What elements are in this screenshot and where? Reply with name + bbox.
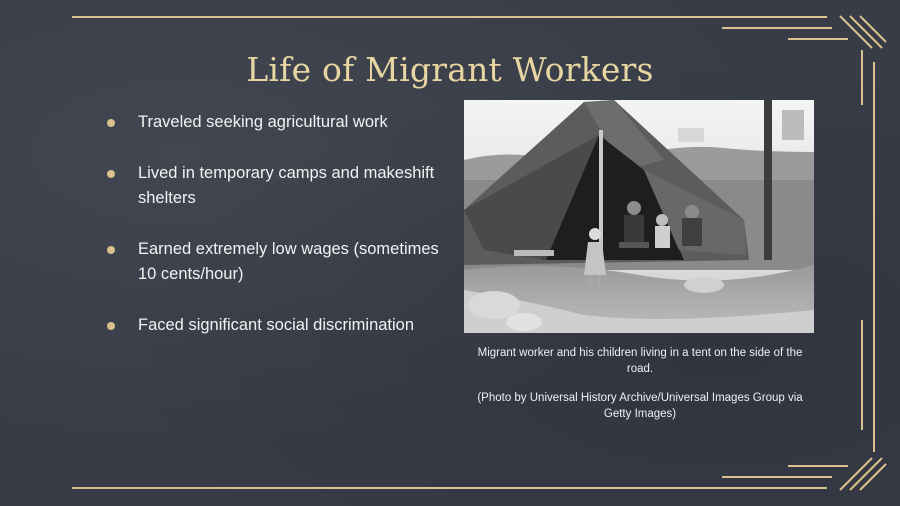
bullet-dot-icon bbox=[107, 170, 115, 178]
bullet-text: Faced significant social discrimination bbox=[138, 316, 415, 334]
bullet-dot-icon bbox=[107, 246, 115, 254]
bullet-item bbox=[105, 161, 440, 211]
bottom-gold-line bbox=[72, 487, 827, 489]
bullet-text: Traveled seeking agricultural work bbox=[138, 113, 388, 131]
photo-caption bbox=[470, 345, 810, 435]
right-vertical-line-1 bbox=[873, 62, 875, 452]
bottom-right-short-line-1 bbox=[722, 476, 832, 478]
bullet-item bbox=[105, 110, 440, 135]
corner-ornament-bottom-right bbox=[836, 452, 888, 492]
right-vertical-line-3 bbox=[861, 320, 863, 430]
caption-credit: (Photo by Universal History Archive/Universal Images Group via Getty Images) bbox=[477, 392, 803, 420]
caption-description: Migrant worker and his children living in a tent on the side of the road. bbox=[477, 347, 803, 375]
bullet-list bbox=[105, 110, 440, 364]
bullet-dot-icon bbox=[107, 119, 115, 127]
bullet-text: Earned extremely low wages (sometimes 10 cents/hour) bbox=[138, 240, 439, 283]
bullet-item bbox=[105, 313, 440, 338]
bullet-item bbox=[105, 237, 440, 287]
corner-ornament-top-right bbox=[836, 14, 888, 54]
top-right-short-line-1 bbox=[722, 27, 832, 29]
bullet-text: Lived in temporary camps and makeshift shelters bbox=[138, 164, 435, 207]
bullet-dot-icon bbox=[107, 322, 115, 330]
slide-title: Life of Migrant Workers bbox=[246, 50, 654, 89]
migrant-camp-photo bbox=[464, 100, 814, 333]
top-gold-line bbox=[72, 16, 827, 18]
